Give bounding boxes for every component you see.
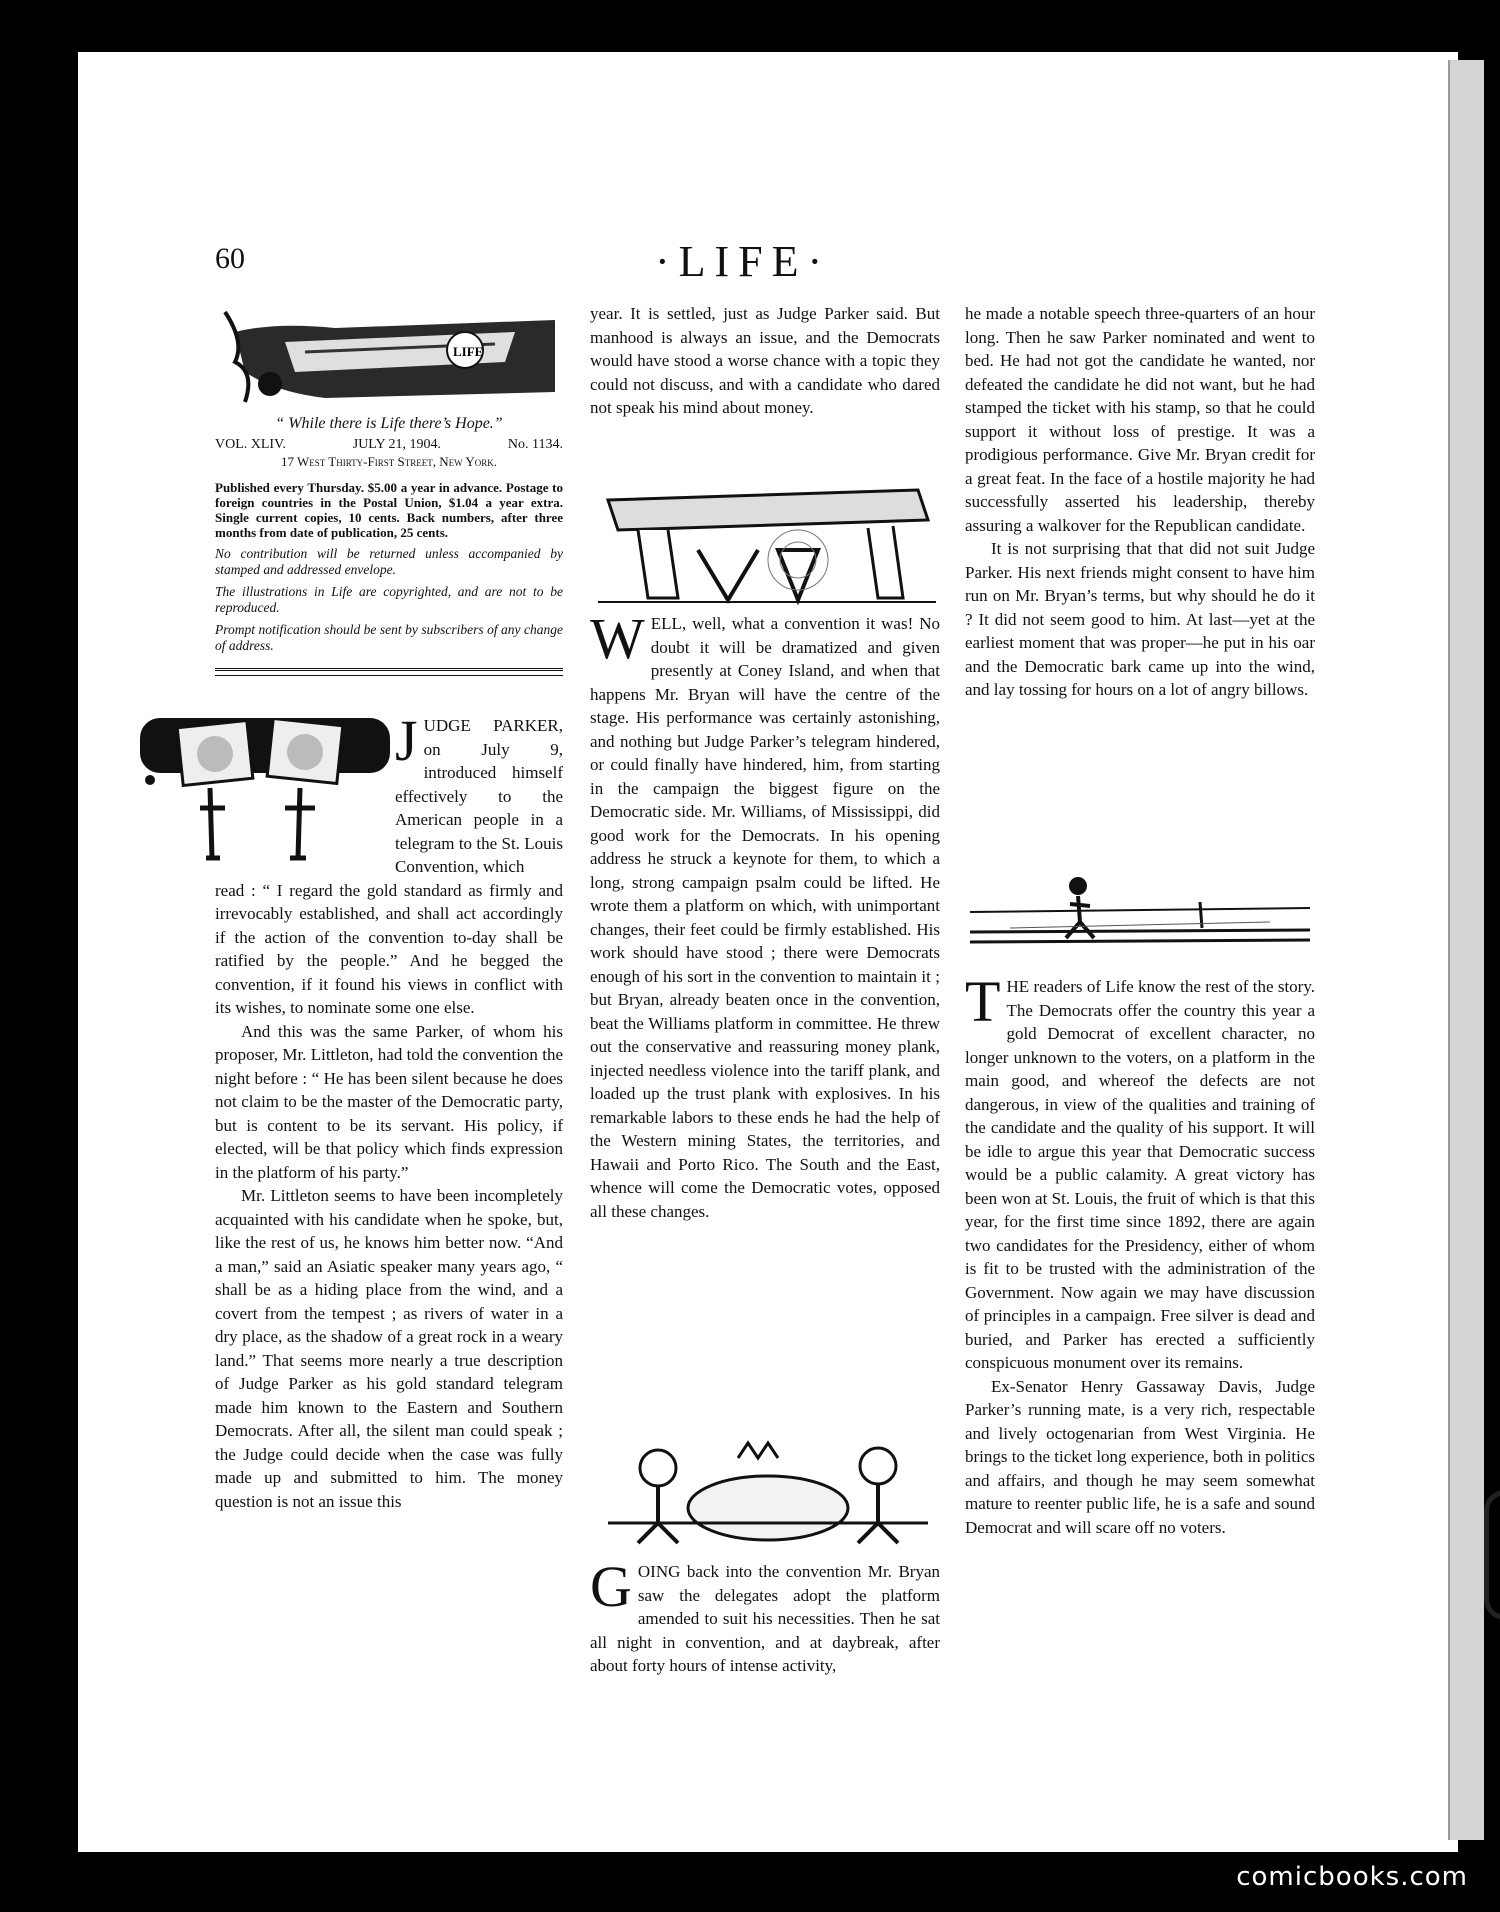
drop-cap-g: G [590, 1554, 632, 1619]
book-spine [1448, 60, 1484, 1840]
column-3-top [965, 302, 1315, 702]
spine-ring-mark [1484, 1490, 1500, 1620]
contribution-note: No contribution will be returned unless accompanied by stamped and addressed envelope. [215, 545, 563, 577]
column-3-paragraph-3: Ex-Senator Henry Gassaway Davis, Judge Parker’s running mate, is a very rich, respectable and lively octogenarian from West Virginia. He brings to the ticket long experience, both in politics and affairs, and though he may seem somewhat mature to reenter public life, he is a safe and sound Democrat and will scare off no voters. [965, 1376, 1315, 1537]
column-2-paragraph-0: year. It is settled, just as Judge Parker said. But manhood is always an issue, and the Democrats would have stood a worse chance with a topic they could not discuss, and with a candidate who dared not speak his mind about money. [590, 304, 940, 417]
volume-number: VOL. XLIV. [215, 436, 286, 452]
left-header-block [215, 412, 563, 676]
issue-date: JULY 21, 1904. [352, 436, 442, 452]
page-number: 60 [215, 242, 245, 275]
volume-row [215, 436, 563, 454]
section-divider [215, 668, 563, 676]
masthead-title: ·LIFE· [655, 237, 832, 286]
column-1-body [215, 708, 563, 1513]
column-3-paragraph-2: HE readers of Life know the rest of the story. The Democrats offer the country this year a gold Democrat of excellent character, no longer unknown to the voters, on a platform in the main good, and whereof the defects are not dangerous, in view of the qualities and training of the candidate and the quality of his support. It will be idle to argue this year that Democratic success would be a public calamity. A great victory has been won at St. Louis, the fruit of which is that this year, for the first time since 1892, there are again two candidates for the Presidency, either of whom is fit to be trusted with the administration of the Government. Now again we may have discussion of principles in a campaign. Free silver is dead and buried, and Parker has erected a sufficiently conspicuous monument over its remains. [965, 977, 1315, 1372]
column-1-paragraph-3: Mr. Littleton seems to have been incompletely acquainted with his candidate when he spoke, but, like the rest of us, he knows him better now. “And a man,” said an Asiatic speaker many years ago, “ shall be as a hiding place from the wind, and a covert from the tempest ; as rivers of water in a dry place, as the shadow of a great rock in a weary land.” That seems more nearly a true description of Judge Parker as his gold standard telegram made him known to the Eastern and Southern Democrats. After all, the silent man could speak ; the Judge could decide when the case was fully made up and submitted to him. The money question is not an issue this [215, 1186, 563, 1511]
column-2-top [590, 302, 940, 420]
motto: “ While there is Life there’s Hope.” [275, 415, 503, 432]
column-1-paragraph-2: And this was the same Parker, of whom his proposer, Mr. Littleton, had told the convention the night before : “ He has been silent because he does not claim to be the master of the Democratic party, but is content to be its servant. His policy, if elected, will be that policy which finds expression in the platform of his party.” [215, 1021, 563, 1182]
lone-figure-cartoon [970, 872, 1310, 954]
site-watermark: comicbooks.com [1236, 1862, 1468, 1892]
column-1-paragraph-1: read : “ I regard the gold standard as firmly and irrevocably established, and shall act accordingly if the action of the convention to-day shall be ratified by the people.” And he begged the convention, if it found his views in conflict with its wishes, to nominate some one else. [215, 880, 563, 1017]
column-2-bottom [590, 1554, 940, 1678]
column-3-bottom [965, 969, 1315, 1539]
broken-table-cartoon [598, 480, 936, 608]
header-cartoon [215, 302, 563, 408]
column-3-paragraph-1: It is not surprising that that did not suit Judge Parker. His next friends might consent to have him run on Mr. Bryan’s terms, but why should he do it ? It did not seem good to him. At last—yet at the earliest moment that was proper—he put in his oar and the Democratic bark came up into the wind, and lay tossing for hours on a lot of angry billows. [965, 539, 1315, 699]
address-change-note: Prompt notification should be sent by subscribers of any change of address. [215, 621, 563, 653]
publication-info: Published every Thursday. $5.00 a year in advance. Postage to foreign countries in the Postal Union, $1.04 a year extra. Single current copies, 10 cents. Back numbers, after three months from date of publication, 25 cents. [215, 479, 563, 540]
drop-cap-j: J [395, 708, 418, 773]
column-1-opening: UDGE PARKER, on July 9, introduced himself effectively to the American people in a telegram to the St. Louis Convention, which [395, 716, 563, 876]
column-2-middle [590, 606, 940, 1223]
column-2-paragraph-2: OING back into the convention Mr. Bryan saw the delegates adopt the platform amended to suit his necessities. Then he sat all night in convention, and at daybreak, after about forty hours of intense activity, [590, 1562, 940, 1675]
crowned-figures-cartoon [598, 1438, 936, 1548]
issue-number: No. 1134. [507, 436, 563, 452]
copyright-note: The illustrations in Life are copyrighted, and are not to be reproduced. [215, 583, 563, 615]
cartoon-life-text: LIFE [453, 344, 484, 359]
office-address: 17 West Thirty-First Street, New York. [280, 453, 498, 469]
drop-cap-w: W [590, 606, 645, 671]
column-3-paragraph-0: he made a notable speech three-quarters of an hour long. Then he saw Parker nominated and went to bed. He had not got the candidate he wanted, nor defeated the candidate he did not want, but he had stamped the ticket with his stamp, so that he could support it without loss of prestige. It was a prodigious performance. Give Mr. Bryan credit for a great feat. In the face of a hostile majority he had successfully asserted his leadership, thereby assuring a walkover for the Republican candidate. [965, 304, 1315, 535]
column-2-paragraph-1: ELL, well, what a convention it was! No doubt it will be dramatized and given presently at Coney Island, and when that happens Mr. Bryan will have the centre of the stage. His performance was certainly astonishing, and nothing but Judge Parker’s telegram hindered, or could finally have hindered, him, from starting in the campaign the biggest figure on the Democratic side. Mr. Williams, of Mississippi, did good work for the Democrats. In his opening address he struck a keynote for them, to which a long, strong campaign psalm could be lifted. He wrote them a platform on which, with unimportant changes, their feet could be firmly established. His work should have stood ; there were Democrats enough of his sort in the convention to maintain it ; but Bryan, already beaten once in the convention, beat the Williams platform in committee. He threw out the conservative and reassuring money plank, injected needless violence into the tariff plank, and loaded up the trust plank with explosives. In his remarkable labors to these ends he had the help of the Western mining States, the territories, and Hawaii and Porto Rico. The South and the East, whence will come the Democratic votes, opposed all these changes. [590, 614, 940, 1221]
drop-cap-t: T [965, 969, 1001, 1034]
